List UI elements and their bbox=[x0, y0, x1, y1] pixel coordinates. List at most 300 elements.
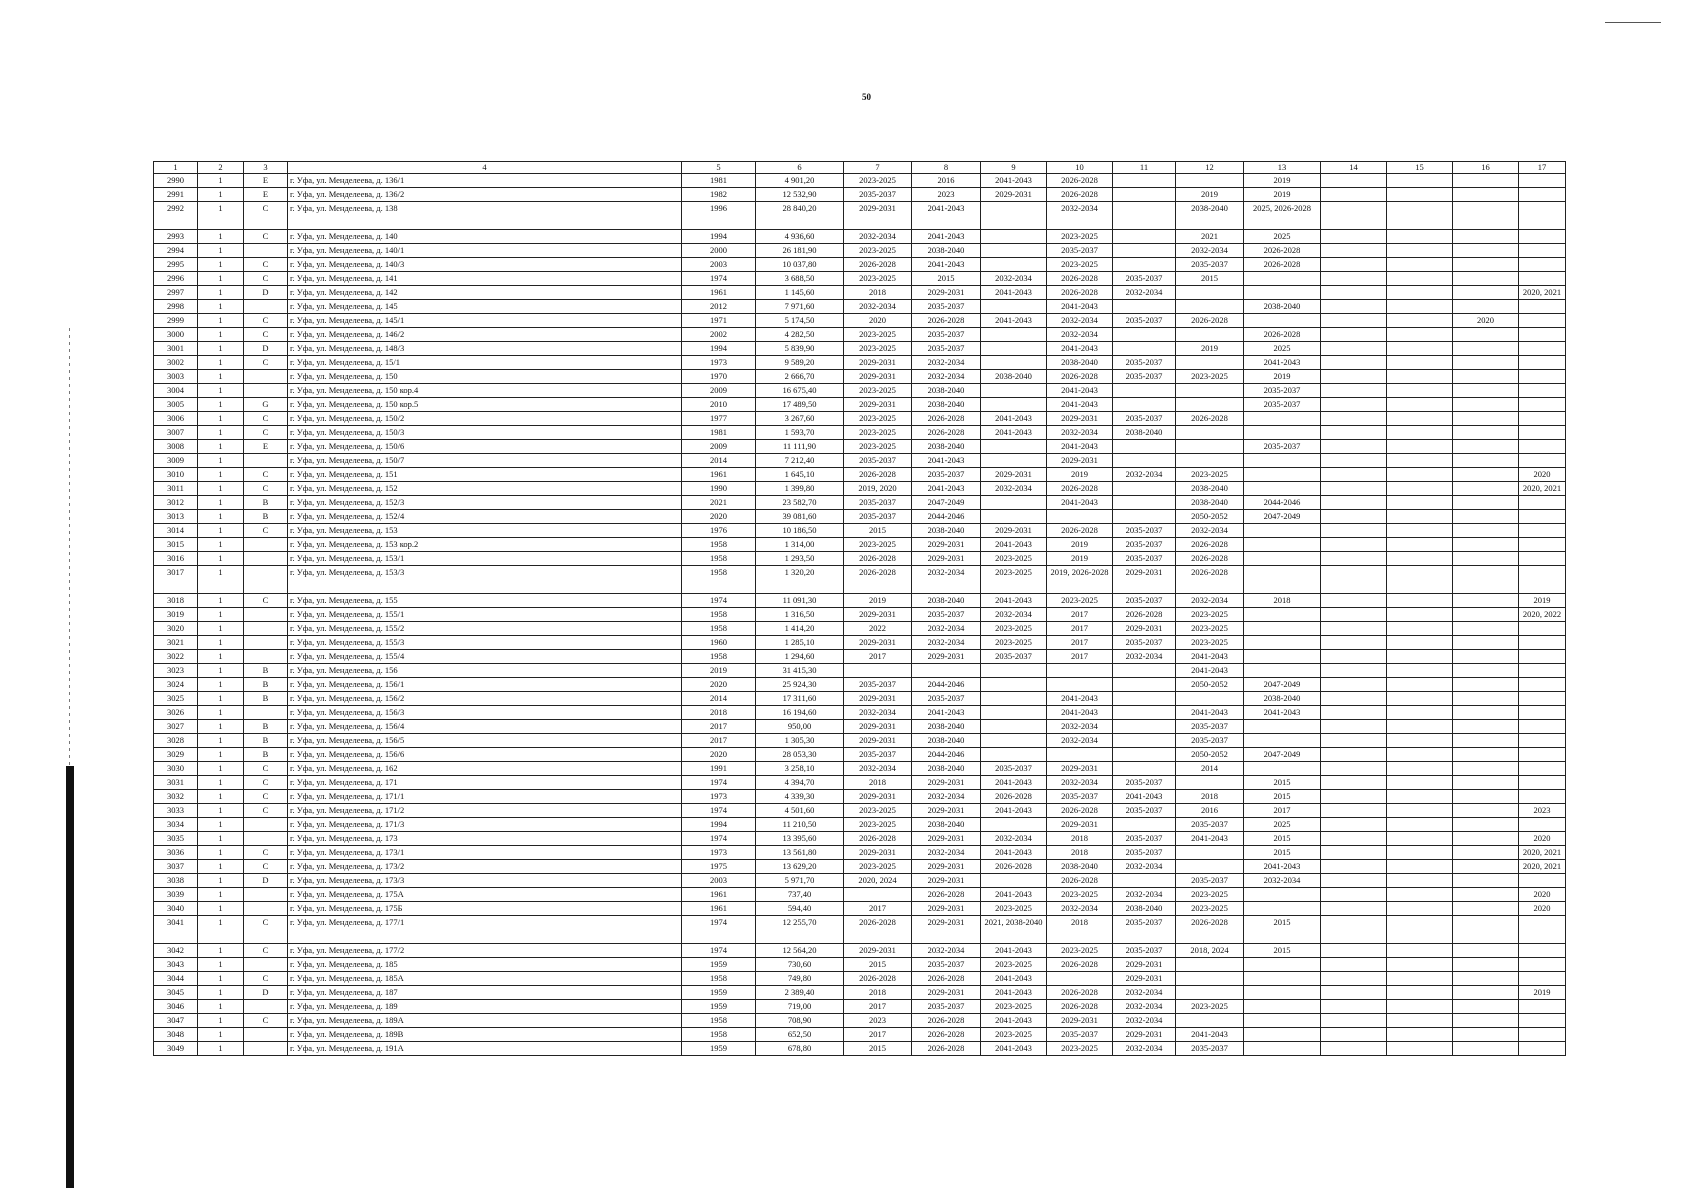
cell-col-13 bbox=[1244, 412, 1321, 426]
table-row bbox=[154, 818, 1566, 832]
cell-col-11: 2032-2034 bbox=[1113, 860, 1176, 874]
cell-col-12 bbox=[1176, 426, 1244, 440]
cell-col-8: 2035-2037 bbox=[912, 300, 981, 314]
cell-col-2: 1 bbox=[198, 230, 244, 244]
cell-col-14 bbox=[1321, 244, 1387, 258]
cell-col-3: C bbox=[244, 762, 288, 776]
address-cell: г. Уфа, ул. Менделеева, д. 155/1 bbox=[288, 608, 682, 622]
cell-col-16 bbox=[1453, 202, 1519, 230]
cell-col-11: 2035-2037 bbox=[1113, 846, 1176, 860]
cell-col-6: 12 564,20 bbox=[756, 944, 844, 958]
address-cell: г. Уфа, ул. Менделеева, д. 189 bbox=[288, 1000, 682, 1014]
cell-col-3: B bbox=[244, 748, 288, 762]
cell-col-12 bbox=[1176, 1014, 1244, 1028]
cell-col-11: 2038-2040 bbox=[1113, 426, 1176, 440]
cell-col-17 bbox=[1519, 174, 1566, 188]
cell-col-17: 2020, 2021 bbox=[1519, 860, 1566, 874]
cell-col-9: 2029-2031 bbox=[981, 468, 1047, 482]
cell-col-16 bbox=[1453, 468, 1519, 482]
cell-col-5: 1977 bbox=[682, 412, 756, 426]
cell-col-17 bbox=[1519, 1042, 1566, 1056]
cell-col-6: 1 314,00 bbox=[756, 538, 844, 552]
cell-col-14 bbox=[1321, 314, 1387, 328]
cell-col-9: 2041-2043 bbox=[981, 314, 1047, 328]
cell-col-10: 2041-2043 bbox=[1047, 384, 1113, 398]
cell-col-8: 2015 bbox=[912, 272, 981, 286]
address-cell: г. Уфа, ул. Менделеева, д. 150 bbox=[288, 370, 682, 384]
row-number-cell: 3012 bbox=[154, 496, 198, 510]
cell-col-8: 2029-2031 bbox=[912, 986, 981, 1000]
cell-col-11: 2035-2037 bbox=[1113, 314, 1176, 328]
cell-col-5: 1958 bbox=[682, 972, 756, 986]
header-col-8: 8 bbox=[912, 162, 981, 174]
cell-col-7: 2018 bbox=[844, 986, 912, 1000]
cell-col-17 bbox=[1519, 342, 1566, 356]
cell-col-9: 2041-2043 bbox=[981, 594, 1047, 608]
cell-col-5: 1974 bbox=[682, 272, 756, 286]
cell-col-10: 2017 bbox=[1047, 650, 1113, 664]
cell-col-9: 2023-2025 bbox=[981, 1000, 1047, 1014]
cell-col-11: 2032-2034 bbox=[1113, 1000, 1176, 1014]
table-row bbox=[154, 342, 1566, 356]
cell-col-9: 2041-2043 bbox=[981, 776, 1047, 790]
cell-col-14 bbox=[1321, 202, 1387, 230]
cell-col-17 bbox=[1519, 762, 1566, 776]
cell-col-14 bbox=[1321, 370, 1387, 384]
cell-col-13: 2041-2043 bbox=[1244, 860, 1321, 874]
cell-col-8: 2044-2046 bbox=[912, 748, 981, 762]
cell-col-16 bbox=[1453, 790, 1519, 804]
cell-col-5: 1958 bbox=[682, 622, 756, 636]
cell-col-13: 2025 bbox=[1244, 818, 1321, 832]
address-cell: г. Уфа, ул. Менделеева, д. 177/1 bbox=[288, 916, 682, 944]
cell-col-17 bbox=[1519, 790, 1566, 804]
cell-col-11: 2035-2037 bbox=[1113, 594, 1176, 608]
cell-col-5: 1958 bbox=[682, 1028, 756, 1042]
cell-col-2: 1 bbox=[198, 510, 244, 524]
address-cell: г. Уфа, ул. Менделеева, д. 150/6 bbox=[288, 440, 682, 454]
row-number-cell: 3033 bbox=[154, 804, 198, 818]
cell-col-13: 2015 bbox=[1244, 832, 1321, 846]
cell-col-6: 25 924,30 bbox=[756, 678, 844, 692]
cell-col-6: 2 666,70 bbox=[756, 370, 844, 384]
cell-col-15 bbox=[1387, 300, 1453, 314]
address-cell: г. Уфа, ул. Менделеева, д. 152/4 bbox=[288, 510, 682, 524]
cell-col-9 bbox=[981, 384, 1047, 398]
cell-col-17 bbox=[1519, 188, 1566, 202]
cell-col-6: 17 311,60 bbox=[756, 692, 844, 706]
row-number-cell: 3010 bbox=[154, 468, 198, 482]
cell-col-13 bbox=[1244, 608, 1321, 622]
cell-col-11: 2035-2037 bbox=[1113, 552, 1176, 566]
cell-col-7: 2029-2031 bbox=[844, 846, 912, 860]
cell-col-6: 26 181,90 bbox=[756, 244, 844, 258]
cell-col-5: 2009 bbox=[682, 440, 756, 454]
cell-col-11: 2029-2031 bbox=[1113, 958, 1176, 972]
row-number-cell: 3026 bbox=[154, 706, 198, 720]
cell-col-7: 2035-2037 bbox=[844, 748, 912, 762]
cell-col-17 bbox=[1519, 552, 1566, 566]
cell-col-7: 2023-2025 bbox=[844, 440, 912, 454]
cell-col-2: 1 bbox=[198, 594, 244, 608]
cell-col-9: 2029-2031 bbox=[981, 524, 1047, 538]
cell-col-2: 1 bbox=[198, 944, 244, 958]
address-cell: г. Уфа, ул. Менделеева, д. 152 bbox=[288, 482, 682, 496]
cell-col-9 bbox=[981, 874, 1047, 888]
cell-col-15 bbox=[1387, 272, 1453, 286]
cell-col-3 bbox=[244, 888, 288, 902]
cell-col-12 bbox=[1176, 860, 1244, 874]
cell-col-10: 2026-2028 bbox=[1047, 874, 1113, 888]
cell-col-7: 2029-2031 bbox=[844, 398, 912, 412]
row-number-cell: 3036 bbox=[154, 846, 198, 860]
address-cell: г. Уфа, ул. Менделеева, д. 140/1 bbox=[288, 244, 682, 258]
address-cell: г. Уфа, ул. Менделеева, д. 150/3 bbox=[288, 426, 682, 440]
cell-col-2: 1 bbox=[198, 524, 244, 538]
cell-col-17: 2020, 2021 bbox=[1519, 286, 1566, 300]
cell-col-7: 2023-2025 bbox=[844, 804, 912, 818]
cell-col-7: 2029-2031 bbox=[844, 202, 912, 230]
cell-col-12 bbox=[1176, 846, 1244, 860]
cell-col-5: 1958 bbox=[682, 608, 756, 622]
cell-col-16 bbox=[1453, 958, 1519, 972]
cell-col-14 bbox=[1321, 832, 1387, 846]
row-number-cell: 3006 bbox=[154, 412, 198, 426]
cell-col-13: 2032-2034 bbox=[1244, 874, 1321, 888]
row-number-cell: 2999 bbox=[154, 314, 198, 328]
cell-col-7: 2026-2028 bbox=[844, 916, 912, 944]
header-col-6: 6 bbox=[756, 162, 844, 174]
cell-col-16 bbox=[1453, 902, 1519, 916]
cell-col-7: 2029-2031 bbox=[844, 944, 912, 958]
address-cell: г. Уфа, ул. Менделеева, д. 156 bbox=[288, 664, 682, 678]
cell-col-15 bbox=[1387, 720, 1453, 734]
cell-col-13 bbox=[1244, 1000, 1321, 1014]
cell-col-10: 2026-2028 bbox=[1047, 370, 1113, 384]
cell-col-15 bbox=[1387, 916, 1453, 944]
cell-col-15 bbox=[1387, 398, 1453, 412]
cell-col-12 bbox=[1176, 776, 1244, 790]
cell-col-6: 31 415,30 bbox=[756, 664, 844, 678]
cell-col-8: 2029-2031 bbox=[912, 874, 981, 888]
cell-col-7: 2018 bbox=[844, 776, 912, 790]
cell-col-2: 1 bbox=[198, 706, 244, 720]
address-cell: г. Уфа, ул. Менделеева, д. 150/7 bbox=[288, 454, 682, 468]
row-number-cell: 3024 bbox=[154, 678, 198, 692]
cell-col-7: 2026-2028 bbox=[844, 972, 912, 986]
row-number-cell: 3022 bbox=[154, 650, 198, 664]
address-cell: г. Уфа, ул. Менделеева, д. 150 кор.5 bbox=[288, 398, 682, 412]
cell-col-8: 2026-2028 bbox=[912, 1042, 981, 1056]
cell-col-14 bbox=[1321, 748, 1387, 762]
cell-col-8: 2032-2034 bbox=[912, 356, 981, 370]
row-number-cell: 2993 bbox=[154, 230, 198, 244]
cell-col-16 bbox=[1453, 846, 1519, 860]
row-number-cell: 3025 bbox=[154, 692, 198, 706]
cell-col-2: 1 bbox=[198, 958, 244, 972]
cell-col-17 bbox=[1519, 244, 1566, 258]
cell-col-16 bbox=[1453, 272, 1519, 286]
cell-col-17: 2020, 2021 bbox=[1519, 846, 1566, 860]
table-row bbox=[154, 272, 1566, 286]
cell-col-12: 2026-2028 bbox=[1176, 314, 1244, 328]
cell-col-16 bbox=[1453, 370, 1519, 384]
cell-col-14 bbox=[1321, 1000, 1387, 1014]
cell-col-10: 2026-2028 bbox=[1047, 482, 1113, 496]
cell-col-13 bbox=[1244, 1042, 1321, 1056]
cell-col-13 bbox=[1244, 622, 1321, 636]
cell-col-3: C bbox=[244, 1014, 288, 1028]
cell-col-12: 2032-2034 bbox=[1176, 244, 1244, 258]
cell-col-11 bbox=[1113, 328, 1176, 342]
cell-col-8: 2032-2034 bbox=[912, 790, 981, 804]
cell-col-3: D bbox=[244, 342, 288, 356]
cell-col-14 bbox=[1321, 762, 1387, 776]
cell-col-5: 1981 bbox=[682, 426, 756, 440]
cell-col-9: 2023-2025 bbox=[981, 566, 1047, 594]
row-number-cell: 3015 bbox=[154, 538, 198, 552]
cell-col-11: 2038-2040 bbox=[1113, 902, 1176, 916]
cell-col-5: 1959 bbox=[682, 1000, 756, 1014]
cell-col-8: 2041-2043 bbox=[912, 230, 981, 244]
address-cell: г. Уфа, ул. Менделеева, д. 136/2 bbox=[288, 188, 682, 202]
header-col-11: 11 bbox=[1113, 162, 1176, 174]
cell-col-5: 1976 bbox=[682, 524, 756, 538]
header-col-13: 13 bbox=[1244, 162, 1321, 174]
address-cell: г. Уфа, ул. Менделеева, д. 173 bbox=[288, 832, 682, 846]
cell-col-5: 1974 bbox=[682, 776, 756, 790]
cell-col-8: 2029-2031 bbox=[912, 916, 981, 944]
cell-col-7: 2026-2028 bbox=[844, 552, 912, 566]
cell-col-12: 2023-2025 bbox=[1176, 902, 1244, 916]
cell-col-11 bbox=[1113, 874, 1176, 888]
cell-col-7: 2023-2025 bbox=[844, 328, 912, 342]
row-number-cell: 3028 bbox=[154, 734, 198, 748]
cell-col-11: 2035-2037 bbox=[1113, 272, 1176, 286]
cell-col-7: 2023-2025 bbox=[844, 384, 912, 398]
cell-col-11: 2041-2043 bbox=[1113, 790, 1176, 804]
cell-col-3: E bbox=[244, 188, 288, 202]
table-row bbox=[154, 776, 1566, 790]
cell-col-9: 2023-2025 bbox=[981, 622, 1047, 636]
cell-col-8: 2038-2040 bbox=[912, 384, 981, 398]
table-row bbox=[154, 1000, 1566, 1014]
cell-col-16 bbox=[1453, 916, 1519, 944]
cell-col-11 bbox=[1113, 762, 1176, 776]
cell-col-6: 4 339,30 bbox=[756, 790, 844, 804]
cell-col-8: 2044-2046 bbox=[912, 510, 981, 524]
cell-col-13: 2015 bbox=[1244, 916, 1321, 944]
cell-col-15 bbox=[1387, 986, 1453, 1000]
cell-col-8: 2032-2034 bbox=[912, 636, 981, 650]
cell-col-7 bbox=[844, 888, 912, 902]
row-number-cell: 3039 bbox=[154, 888, 198, 902]
cell-col-9 bbox=[981, 398, 1047, 412]
cell-col-5: 2017 bbox=[682, 734, 756, 748]
cell-col-13 bbox=[1244, 762, 1321, 776]
cell-col-15 bbox=[1387, 384, 1453, 398]
cell-col-5: 1994 bbox=[682, 342, 756, 356]
table-row bbox=[154, 258, 1566, 272]
cell-col-3: C bbox=[244, 412, 288, 426]
cell-col-7: 2023-2025 bbox=[844, 174, 912, 188]
table-row bbox=[154, 748, 1566, 762]
cell-col-12: 2050-2052 bbox=[1176, 678, 1244, 692]
cell-col-6: 594,40 bbox=[756, 902, 844, 916]
address-cell: г. Уфа, ул. Менделеева, д. 187 bbox=[288, 986, 682, 1000]
cell-col-15 bbox=[1387, 174, 1453, 188]
cell-col-7: 2026-2028 bbox=[844, 832, 912, 846]
table-row bbox=[154, 678, 1566, 692]
cell-col-14 bbox=[1321, 440, 1387, 454]
cell-col-11: 2032-2034 bbox=[1113, 286, 1176, 300]
cell-col-5: 2021 bbox=[682, 496, 756, 510]
cell-col-12: 2041-2043 bbox=[1176, 706, 1244, 720]
cell-col-5: 1990 bbox=[682, 482, 756, 496]
cell-col-8: 2026-2028 bbox=[912, 314, 981, 328]
cell-col-6: 1 316,50 bbox=[756, 608, 844, 622]
cell-col-7: 2019, 2020 bbox=[844, 482, 912, 496]
cell-col-7: 2035-2037 bbox=[844, 188, 912, 202]
cell-col-10: 2023-2025 bbox=[1047, 944, 1113, 958]
cell-col-7: 2017 bbox=[844, 902, 912, 916]
cell-col-14 bbox=[1321, 706, 1387, 720]
cell-col-16 bbox=[1453, 566, 1519, 594]
cell-col-2: 1 bbox=[198, 846, 244, 860]
cell-col-9: 2023-2025 bbox=[981, 1028, 1047, 1042]
table-row bbox=[154, 552, 1566, 566]
cell-col-12: 2023-2025 bbox=[1176, 608, 1244, 622]
cell-col-17 bbox=[1519, 454, 1566, 468]
cell-col-17 bbox=[1519, 916, 1566, 944]
cell-col-13: 2026-2028 bbox=[1244, 244, 1321, 258]
cell-col-2: 1 bbox=[198, 986, 244, 1000]
cell-col-10: 2026-2028 bbox=[1047, 286, 1113, 300]
cell-col-16 bbox=[1453, 244, 1519, 258]
cell-col-10: 2035-2037 bbox=[1047, 244, 1113, 258]
cell-col-11 bbox=[1113, 510, 1176, 524]
cell-col-13: 2017 bbox=[1244, 804, 1321, 818]
cell-col-11: 2035-2037 bbox=[1113, 356, 1176, 370]
cell-col-15 bbox=[1387, 202, 1453, 230]
cell-col-16 bbox=[1453, 1042, 1519, 1056]
row-number-cell: 3008 bbox=[154, 440, 198, 454]
cell-col-15 bbox=[1387, 258, 1453, 272]
cell-col-15 bbox=[1387, 944, 1453, 958]
cell-col-12: 2041-2043 bbox=[1176, 650, 1244, 664]
cell-col-3: C bbox=[244, 916, 288, 944]
cell-col-11: 2035-2037 bbox=[1113, 412, 1176, 426]
cell-col-11 bbox=[1113, 300, 1176, 314]
cell-col-17 bbox=[1519, 370, 1566, 384]
cell-col-15 bbox=[1387, 650, 1453, 664]
row-number-cell: 3002 bbox=[154, 356, 198, 370]
cell-col-11 bbox=[1113, 440, 1176, 454]
cell-col-5: 1974 bbox=[682, 594, 756, 608]
cell-col-10: 2026-2028 bbox=[1047, 188, 1113, 202]
cell-col-6: 730,60 bbox=[756, 958, 844, 972]
table-row bbox=[154, 664, 1566, 678]
cell-col-9 bbox=[981, 720, 1047, 734]
cell-col-3: C bbox=[244, 230, 288, 244]
cell-col-2: 1 bbox=[198, 664, 244, 678]
cell-col-5: 2012 bbox=[682, 300, 756, 314]
cell-col-7: 2019 bbox=[844, 594, 912, 608]
cell-col-8: 2038-2040 bbox=[912, 398, 981, 412]
cell-col-10: 2029-2031 bbox=[1047, 818, 1113, 832]
table-row bbox=[154, 524, 1566, 538]
cell-col-17 bbox=[1519, 510, 1566, 524]
table-row bbox=[154, 832, 1566, 846]
cell-col-14 bbox=[1321, 622, 1387, 636]
cell-col-10: 2041-2043 bbox=[1047, 300, 1113, 314]
table-row bbox=[154, 1028, 1566, 1042]
cell-col-15 bbox=[1387, 776, 1453, 790]
cell-col-15 bbox=[1387, 594, 1453, 608]
cell-col-9 bbox=[981, 342, 1047, 356]
cell-col-12: 2023-2025 bbox=[1176, 622, 1244, 636]
address-cell: г. Уфа, ул. Менделеева, д. 153 bbox=[288, 524, 682, 538]
cell-col-15 bbox=[1387, 804, 1453, 818]
cell-col-10: 2026-2028 bbox=[1047, 804, 1113, 818]
cell-col-2: 1 bbox=[198, 370, 244, 384]
cell-col-16 bbox=[1453, 524, 1519, 538]
cell-col-7: 2035-2037 bbox=[844, 678, 912, 692]
cell-col-16 bbox=[1453, 286, 1519, 300]
cell-col-8: 2038-2040 bbox=[912, 762, 981, 776]
address-cell: г. Уфа, ул. Менделеева, д. 136/1 bbox=[288, 174, 682, 188]
table-row bbox=[154, 874, 1566, 888]
cell-col-6: 11 210,50 bbox=[756, 818, 844, 832]
address-cell: г. Уфа, ул. Менделеева, д. 156/5 bbox=[288, 734, 682, 748]
cell-col-12 bbox=[1176, 454, 1244, 468]
cell-col-6: 1 593,70 bbox=[756, 426, 844, 440]
cell-col-5: 1994 bbox=[682, 818, 756, 832]
cell-col-16 bbox=[1453, 748, 1519, 762]
cell-col-6: 4 901,20 bbox=[756, 174, 844, 188]
table-row bbox=[154, 510, 1566, 524]
address-cell: г. Уфа, ул. Менделеева, д. 152/3 bbox=[288, 496, 682, 510]
cell-col-12: 2041-2043 bbox=[1176, 664, 1244, 678]
cell-col-2: 1 bbox=[198, 440, 244, 454]
cell-col-6: 678,80 bbox=[756, 1042, 844, 1056]
cell-col-7: 2023-2025 bbox=[844, 860, 912, 874]
cell-col-7: 2026-2028 bbox=[844, 258, 912, 272]
cell-col-3 bbox=[244, 1028, 288, 1042]
cell-col-2: 1 bbox=[198, 1014, 244, 1028]
cell-col-7: 2023-2025 bbox=[844, 342, 912, 356]
cell-col-9: 2041-2043 bbox=[981, 888, 1047, 902]
cell-col-15 bbox=[1387, 734, 1453, 748]
cell-col-13: 2035-2037 bbox=[1244, 384, 1321, 398]
cell-col-6: 10 037,80 bbox=[756, 258, 844, 272]
cell-col-13: 2018 bbox=[1244, 594, 1321, 608]
cell-col-8: 2032-2034 bbox=[912, 370, 981, 384]
cell-col-14 bbox=[1321, 398, 1387, 412]
cell-col-16 bbox=[1453, 328, 1519, 342]
cell-col-9 bbox=[981, 454, 1047, 468]
cell-col-8: 2035-2037 bbox=[912, 692, 981, 706]
cell-col-16 bbox=[1453, 622, 1519, 636]
cell-col-10 bbox=[1047, 972, 1113, 986]
cell-col-8: 2029-2031 bbox=[912, 832, 981, 846]
cell-col-13: 2041-2043 bbox=[1244, 356, 1321, 370]
cell-col-14 bbox=[1321, 958, 1387, 972]
cell-col-12 bbox=[1176, 356, 1244, 370]
cell-col-12: 2018, 2024 bbox=[1176, 944, 1244, 958]
cell-col-3 bbox=[244, 566, 288, 594]
cell-col-9 bbox=[981, 300, 1047, 314]
